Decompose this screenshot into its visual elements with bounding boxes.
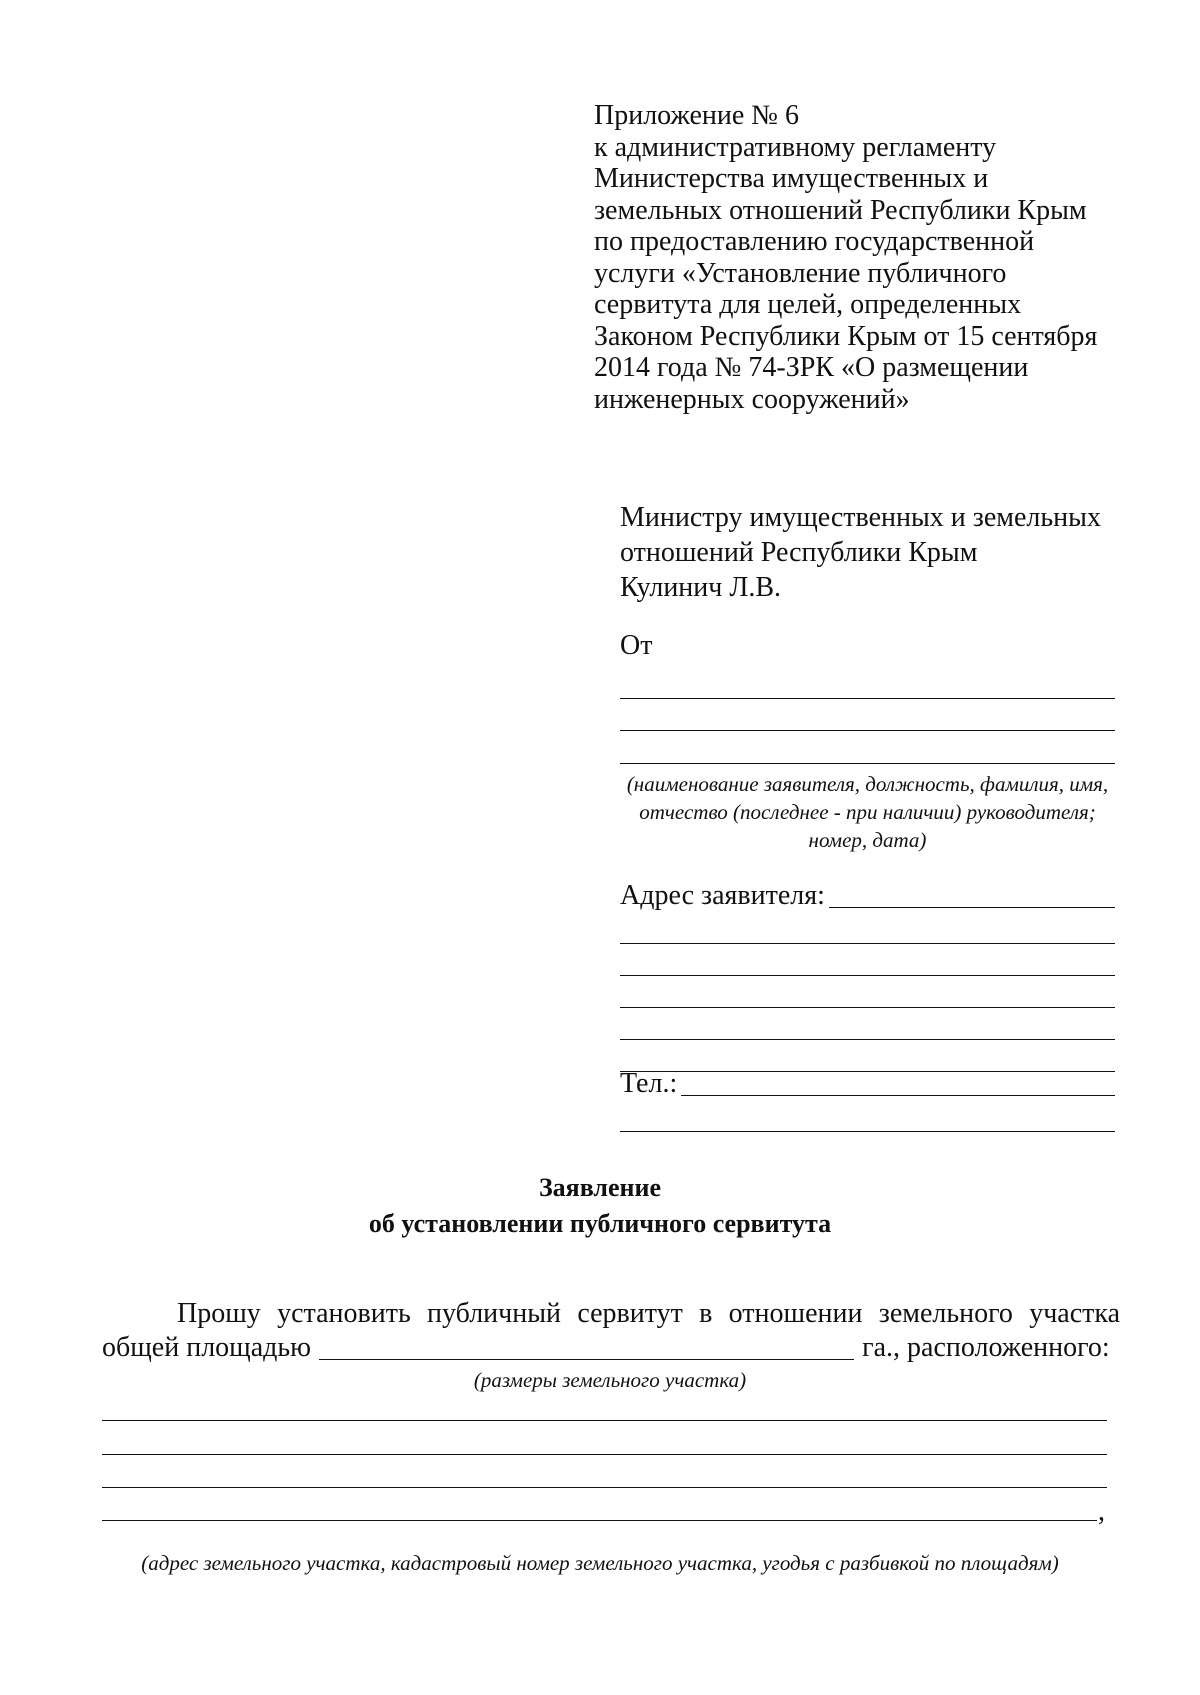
- addressee-line: отношений Республики Крым: [620, 537, 978, 568]
- area-hint: (размеры земельного участка): [473, 1368, 747, 1392]
- appendix-header: [594, 100, 1122, 415]
- appendix-line: сервитута для целей, определенных: [594, 289, 1022, 320]
- statement-title: Заявление: [538, 1173, 662, 1202]
- land-address-hint: (адрес земельного участка, кадастровый номер земельного участка, угодья с разбивкой по площадям): [141, 1551, 1059, 1575]
- address-label: Адрес заявителя:: [620, 880, 825, 911]
- address-block: [620, 880, 1115, 1132]
- address-line-2[interactable]: [620, 975, 1115, 976]
- statement-body: [102, 1297, 1120, 1365]
- address-line-3[interactable]: [620, 1007, 1115, 1008]
- address-line-4[interactable]: [620, 1039, 1115, 1040]
- appendix-line: земельных отношений Республики Крым: [594, 194, 1087, 226]
- body-paragraph-start: Прошу установить публичный сервитут в отношении земельного участка: [177, 1298, 1120, 1329]
- applicant-line-2[interactable]: [620, 730, 1115, 731]
- applicant-hint: (наименование заявителя, должность, фамилия, имя, отчество (последнее - при наличии) руководителя; номер, дата): [626, 772, 1109, 852]
- addressee-line: Кулинич Л.В.: [620, 572, 782, 603]
- address-line-inline[interactable]: [829, 907, 1115, 908]
- appendix-line: Министерства имущественных и: [594, 163, 989, 194]
- statement-subtitle: об установлении публичного сервитута: [368, 1209, 832, 1238]
- land-address-line-4[interactable]: [102, 1520, 1097, 1521]
- phone-line-inline[interactable]: [681, 1095, 1115, 1096]
- appendix-line: к административному регламенту: [594, 131, 997, 163]
- phone-line-2[interactable]: [620, 1131, 1115, 1132]
- area-input-line[interactable]: [319, 1359, 854, 1360]
- area-suffix: га., расположенного:: [862, 1332, 1110, 1363]
- addressee-block: [620, 500, 1122, 605]
- appendix-line: услуги «Установление публичного: [594, 257, 1007, 289]
- address-line-1[interactable]: [620, 943, 1115, 944]
- appendix-line: инженерных сооружений»: [594, 383, 910, 415]
- phone-row: [620, 1068, 1115, 1100]
- applicant-line-3[interactable]: [620, 763, 1115, 764]
- area-row: [102, 1331, 1120, 1365]
- land-address-line-1[interactable]: [102, 1420, 1107, 1421]
- addressee-line: Министру имущественных и земельных: [620, 502, 1101, 533]
- address-row: [620, 880, 1115, 912]
- appendix-title: Приложение № 6: [594, 100, 799, 131]
- trailing-comma: ,: [1098, 1496, 1105, 1527]
- land-address-lines: [102, 1420, 1107, 1527]
- applicant-line-1[interactable]: [620, 698, 1115, 699]
- land-address-line-3[interactable]: [102, 1487, 1107, 1488]
- appendix-line: Законом Республики Крым от 15 сентября: [594, 320, 1098, 352]
- from-block: [620, 630, 1115, 854]
- area-prefix: общей площадью: [102, 1332, 312, 1363]
- land-address-row-4: [102, 1496, 1107, 1527]
- appendix-line: 2014 года № 74-ЗРК «О размещении: [594, 352, 1029, 383]
- appendix-line: по предоставлению государственной: [594, 226, 1035, 257]
- from-label: От: [620, 630, 653, 661]
- phone-label: Тел.:: [620, 1068, 678, 1099]
- land-address-line-2[interactable]: [102, 1454, 1107, 1455]
